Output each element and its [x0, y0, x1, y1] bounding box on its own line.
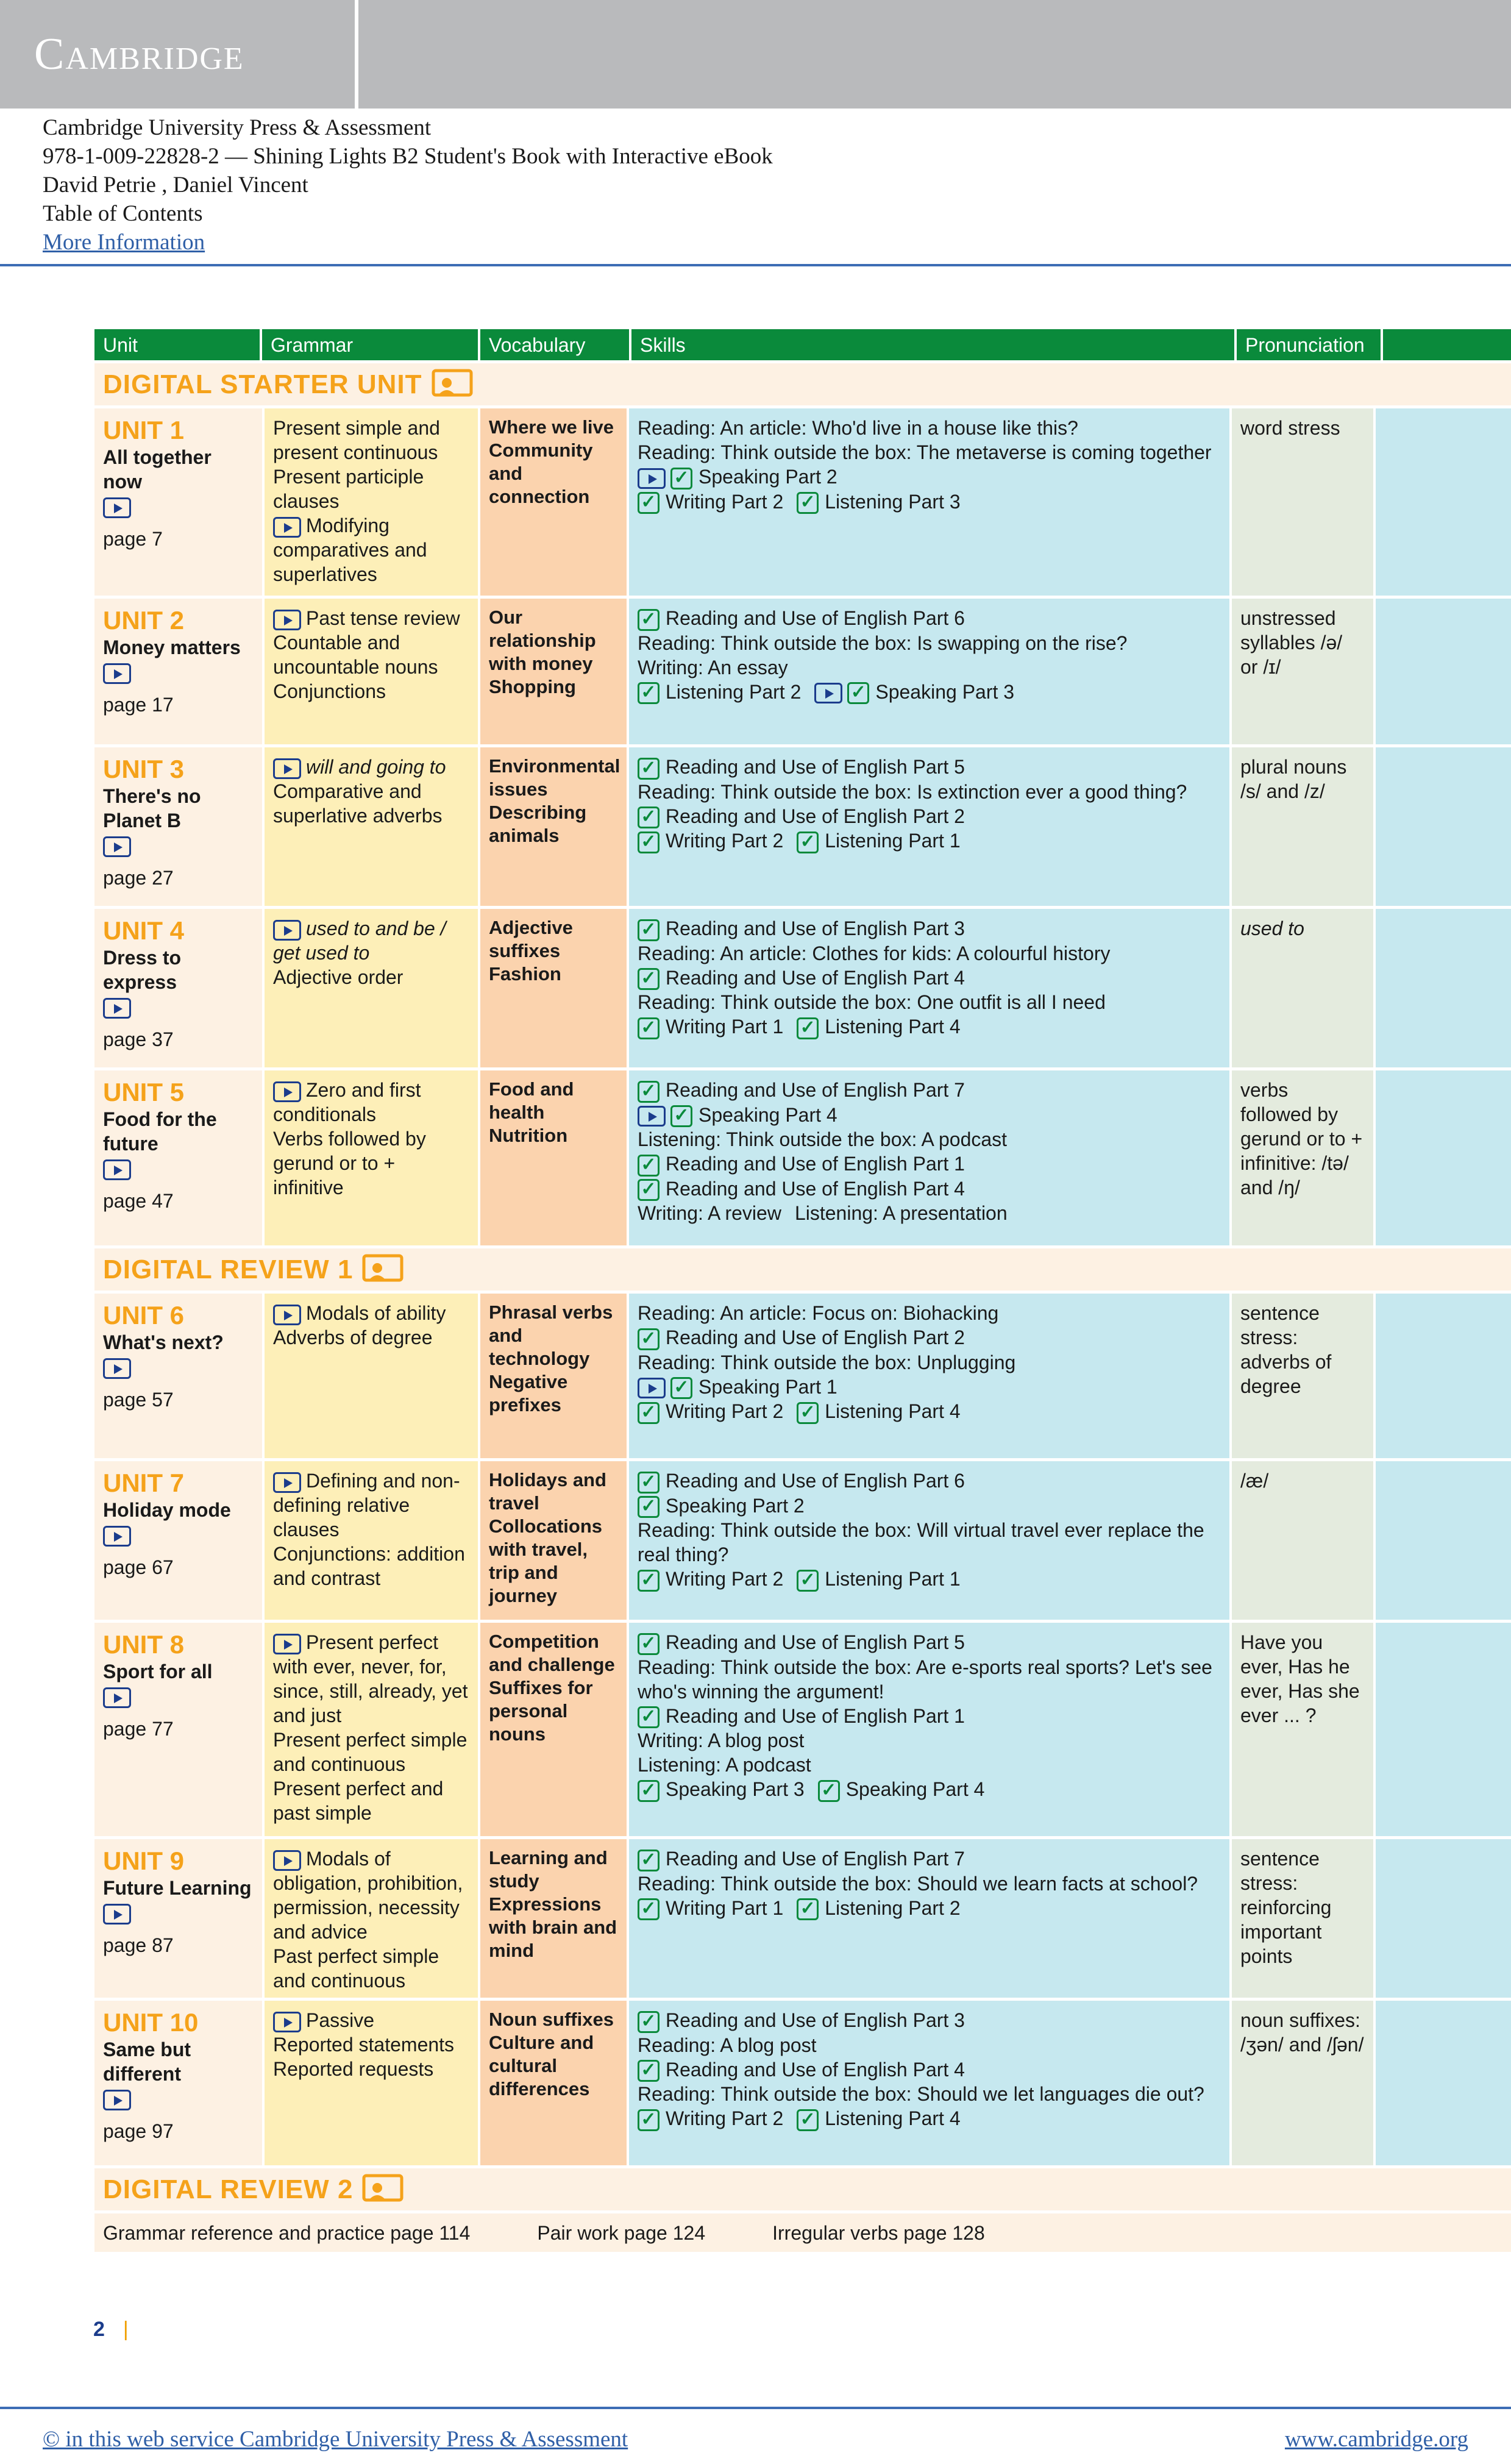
exam-check-icon: ✓ — [797, 1570, 819, 1592]
table-of-contents — [94, 329, 1511, 2255]
header-grammar: Grammar — [262, 328, 480, 362]
skill-item: ✓ Reading and Use of English Part 2 — [638, 804, 1221, 829]
skill-item: ✓ Writing Part 1 ✓ Listening Part 4 — [638, 1014, 1221, 1039]
vocab-item: Expressions with brain and mind — [489, 1893, 617, 1961]
exam-check-icon: ✓ — [638, 1017, 660, 1039]
exam-check-icon: ✓ — [847, 682, 869, 704]
skill-item: Reading: An article: Clothes for kids: A colourful history — [638, 942, 1111, 964]
exam-check-icon: ✓ — [638, 919, 660, 941]
unit-title: Sport for all — [103, 1661, 213, 1682]
unit-number: UNIT 5 — [103, 1078, 185, 1106]
video-play-icon[interactable] — [273, 1305, 301, 1325]
unit-title: Dress to express — [103, 947, 182, 993]
grammar-item: Conjunctions — [273, 680, 386, 702]
video-play-icon[interactable] — [103, 1526, 131, 1547]
unit-row — [94, 599, 1511, 747]
exam-check-icon: ✓ — [638, 1402, 660, 1424]
copyright-link[interactable]: © in this web service Cambridge University Press & Assessment — [43, 2427, 628, 2452]
video-play-icon[interactable] — [103, 1687, 131, 1708]
exam-check-icon: ✓ — [638, 1850, 660, 1871]
exam-check-icon: ✓ — [638, 758, 660, 780]
skill-item: ✓ Reading and Use of English Part 4 — [638, 1177, 1221, 1202]
unit-title: Money matters — [103, 636, 241, 658]
video-play-icon[interactable] — [273, 758, 301, 779]
exam-check-icon: ✓ — [797, 2109, 819, 2131]
skill-item: ✓ Reading and Use of English Part 7 — [638, 1078, 1221, 1103]
grammar-item: Comparative and superlative adverbs — [273, 780, 443, 827]
exam-check-icon: ✓ — [638, 1328, 660, 1350]
skill-item: ✓ Writing Part 1 ✓ Listening Part 2 — [638, 1896, 1221, 1921]
meta-section: Table of Contents — [43, 201, 203, 226]
vocab-item: Culture and cultural differences — [489, 2032, 594, 2099]
skill-item: Writing: A blog post — [638, 1729, 805, 1752]
exam-check-icon: ✓ — [797, 1402, 819, 1424]
vocab-item: Nutrition — [489, 1125, 568, 1146]
vocab-item: Noun suffixes — [489, 2009, 614, 2030]
exam-check-icon: ✓ — [638, 2060, 660, 2082]
cambridge-website-link[interactable]: www.cambridge.org — [1284, 2427, 1468, 2452]
skill-item: ✓ Speaking Part 2 — [638, 465, 1221, 490]
grammar-item: Countable and uncountable nouns — [273, 632, 438, 678]
unit-title: There's no Planet B — [103, 785, 201, 831]
header-pronunciation: Pronunciation — [1237, 328, 1383, 362]
vocab-item: Holidays and travel — [489, 1469, 606, 1514]
grammar-item: Present participle clauses — [273, 466, 424, 512]
skill-item: ✓ Writing Part 2 ✓ Listening Part 3 — [638, 490, 1221, 515]
skill-item: ✓ Speaking Part 1 — [638, 1375, 1221, 1400]
exam-check-icon: ✓ — [797, 1898, 819, 1920]
unit-title: All together now — [103, 446, 212, 493]
unit-page: page 77 — [103, 1718, 174, 1740]
unit-page: page 7 — [103, 528, 163, 550]
exam-check-icon: ✓ — [670, 1377, 692, 1399]
digital-screen-icon — [361, 1253, 404, 1286]
digital-review-1-banner[interactable]: DIGITAL REVIEW 1 — [94, 1248, 1511, 1294]
unit-row — [94, 1461, 1511, 1623]
exam-check-icon: ✓ — [797, 492, 819, 514]
grammar-item: Modals of ability — [273, 1301, 469, 1325]
skill-item: Reading: Think outside the box: Is swapping on the rise? — [638, 632, 1128, 654]
skill-item: Reading: A blog post — [638, 2034, 817, 2056]
exam-check-icon: ✓ — [638, 1898, 660, 1920]
unit-number: UNIT 1 — [103, 416, 185, 444]
video-play-icon[interactable] — [103, 836, 131, 857]
skill-item: Reading: Think outside the box: Should we let languages die out? — [638, 2083, 1204, 2106]
unit-number: UNIT 3 — [103, 755, 185, 783]
vocab-item: Suffixes for personal nouns — [489, 1677, 593, 1745]
exam-check-icon: ✓ — [638, 1496, 660, 1518]
meta-isbn-title: 978-1-009-22828-2 — Shining Lights B2 Student's Book with Interactive eBook — [43, 144, 773, 169]
vocab-item: Our relationship with money — [489, 607, 596, 674]
pronunciation-item: Have you ever, Has he ever, Has she ever ... ? — [1229, 1623, 1373, 1836]
vocab-item: Where we live — [489, 416, 614, 438]
vocab-item: Adjective suffixes — [489, 917, 573, 961]
skill-item: ✓ Reading and Use of English Part 3 — [638, 916, 1221, 941]
unit-row — [94, 408, 1511, 599]
exam-check-icon: ✓ — [638, 1780, 660, 1802]
skill-item: ✓ Reading and Use of English Part 7 — [638, 1846, 1221, 1871]
unit-page: page 27 — [103, 867, 174, 889]
unit-number: UNIT 2 — [103, 606, 185, 635]
unit-page: page 87 — [103, 1934, 174, 1956]
unit-title: Same but different — [103, 2038, 191, 2085]
grammar-item: used to and be / get used to — [273, 917, 446, 964]
video-play-icon[interactable] — [103, 1358, 131, 1379]
video-play-icon[interactable] — [273, 920, 301, 941]
grammar-reference-link[interactable]: Grammar reference and practice page 114 — [103, 2221, 471, 2244]
skill-item: Listening: A podcast — [638, 1754, 811, 1776]
vocab-item: Describing animals — [489, 802, 587, 846]
unit-number: UNIT 9 — [103, 1846, 185, 1875]
unit-row — [94, 1623, 1511, 1839]
pronunciation-item: word stress — [1229, 408, 1373, 596]
toc-header-row — [94, 329, 1511, 363]
grammar-item: Conjunctions: addition and contrast — [273, 1543, 465, 1589]
skill-item: ✓ Listening Part 2 ✓ Speaking Part 3 — [638, 680, 1221, 705]
vocab-item: Community and connection — [489, 440, 593, 507]
unit-page: page 37 — [103, 1028, 174, 1050]
video-play-icon[interactable] — [103, 497, 131, 518]
unit-title: Holiday mode — [103, 1499, 231, 1521]
skill-item: ✓ Speaking Part 4 — [638, 1103, 1221, 1128]
pronunciation-item: sentence stress: reinforcing important points — [1229, 1839, 1373, 1998]
exam-check-icon: ✓ — [818, 1780, 840, 1802]
digital-screen-icon — [361, 2173, 404, 2206]
exam-check-icon: ✓ — [638, 1081, 660, 1103]
video-play-icon[interactable] — [638, 468, 666, 489]
grammar-item: Present perfect with ever, never, for, since, still, already, yet and just — [273, 1631, 468, 1726]
video-play-icon[interactable] — [273, 1634, 301, 1654]
skill-item: Reading: Think outside the box: One outfit is all I need — [638, 991, 1106, 1014]
digital-screen-icon — [431, 368, 474, 401]
skill-item: Reading: An article: Who'd live in a house like this? — [638, 417, 1078, 439]
exam-check-icon: ✓ — [638, 1155, 660, 1177]
exam-check-icon: ✓ — [638, 1706, 660, 1728]
vocab-item: Competition and challenge — [489, 1631, 615, 1675]
unit-page: page 47 — [103, 1190, 174, 1212]
exam-check-icon: ✓ — [670, 1105, 692, 1127]
grammar-item: Modifying comparatives and superlatives — [273, 515, 427, 585]
skill-item: ✓ Writing Part 2 ✓ Listening Part 4 — [638, 1399, 1221, 1424]
header-skills: Skills — [631, 328, 1237, 362]
pronunciation-item: unstressed syllables /ə/ or /ɪ/ — [1229, 599, 1373, 744]
video-play-icon[interactable] — [638, 1378, 666, 1398]
skill-item: ✓ Writing Part 2 ✓ Listening Part 1 — [638, 1567, 1221, 1592]
pronunciation-item: plural nouns /s/ and /z/ — [1229, 747, 1373, 906]
video-play-icon[interactable] — [103, 1904, 131, 1925]
unit-page: page 97 — [103, 2120, 174, 2142]
digital-starter-banner[interactable]: DIGITAL STARTER UNIT — [94, 363, 1511, 408]
exam-check-icon: ✓ — [638, 609, 660, 631]
exam-check-icon: ✓ — [638, 1633, 660, 1655]
skill-item: Reading: Think outside the box: Is extinction ever a good thing? — [638, 780, 1187, 803]
video-play-icon[interactable] — [273, 2012, 301, 2032]
skill-item: ✓ Writing Part 2 ✓ Listening Part 4 — [638, 2106, 1221, 2131]
meta-publisher: Cambridge University Press & Assessment — [43, 115, 432, 140]
unit-page: page 57 — [103, 1389, 174, 1411]
more-information-link[interactable]: More Information — [43, 230, 205, 255]
video-play-icon[interactable] — [103, 1159, 131, 1180]
skill-item: ✓ Reading and Use of English Part 5 — [638, 755, 1221, 780]
video-play-icon[interactable] — [814, 683, 842, 703]
unit-row — [94, 1070, 1511, 1248]
divider-top — [0, 264, 1511, 266]
unit-number: UNIT 7 — [103, 1469, 185, 1497]
exam-check-icon: ✓ — [638, 806, 660, 828]
grammar-item: Present perfect and past simple — [273, 1778, 444, 1824]
exam-check-icon: ✓ — [797, 831, 819, 853]
skill-item: ✓ Speaking Part 3 ✓ Speaking Part 4 — [638, 1777, 1221, 1802]
unit-title: Food for the future — [103, 1108, 217, 1155]
pronunciation-item: used to — [1229, 909, 1373, 1067]
unit-number: UNIT 4 — [103, 916, 185, 945]
pronunciation-item: verbs followed by gerund or to + infinitive: /tə/ and /ŋ/ — [1229, 1070, 1373, 1245]
grammar-item: Passive — [273, 2008, 469, 2032]
skill-item: ✓ Reading and Use of English Part 1 — [638, 1704, 1221, 1729]
vocab-item: Fashion — [489, 963, 561, 985]
top-banner — [0, 0, 1511, 109]
skill-item: Reading: Think outside the box: The metaverse is coming together — [638, 441, 1212, 463]
unit-row — [94, 909, 1511, 1070]
skill-item: ✓ Reading and Use of English Part 6 — [638, 606, 1221, 631]
grammar-item: Zero and first conditionals — [273, 1079, 421, 1125]
exam-check-icon: ✓ — [797, 1017, 819, 1039]
grammar-item: Reported requests — [273, 2058, 434, 2080]
exam-check-icon: ✓ — [638, 831, 660, 853]
skill-item: Reading: Think outside the box: Unplugging — [638, 1351, 1016, 1373]
grammar-item: Verbs followed by gerund or to + infinitive — [273, 1128, 426, 1198]
page-number: 2 | — [93, 2318, 129, 2341]
unit-number: UNIT 10 — [103, 2008, 199, 2037]
exam-check-icon: ✓ — [638, 2109, 660, 2131]
vocab-item: Collocations with travel, trip and journey — [489, 1515, 603, 1606]
skill-item: Reading: Think outside the box: Should we learn facts at school? — [638, 1872, 1198, 1895]
header-unit: Unit — [94, 328, 262, 362]
video-play-icon[interactable] — [273, 610, 301, 630]
video-play-icon[interactable] — [103, 663, 131, 684]
unit-page: page 67 — [103, 1556, 174, 1578]
vocab-item: Environmental issues — [489, 755, 620, 800]
header-vocabulary: Vocabulary — [480, 328, 631, 362]
vocab-item: Food and health — [489, 1078, 574, 1123]
unit-title: Future Learning — [103, 1877, 252, 1899]
pronunciation-item: noun suffixes: /ʒən/ and /ʃən/ — [1229, 2001, 1373, 2165]
grammar-item: Present perfect simple and continuous — [273, 1729, 468, 1775]
video-play-icon[interactable] — [273, 517, 301, 538]
unit-row — [94, 747, 1511, 909]
video-play-icon[interactable] — [103, 998, 131, 1019]
skill-item: ✓ Reading and Use of English Part 4 — [638, 2057, 1221, 2082]
unit-row — [94, 2001, 1511, 2168]
unit-row — [94, 1294, 1511, 1461]
grammar-item: Defining and non-defining relative clauses — [273, 1470, 460, 1540]
unit-row — [94, 1839, 1511, 2001]
grammar-item: Adjective order — [273, 966, 404, 988]
skill-item: Reading: An article: Focus on: Biohacking — [638, 1302, 999, 1324]
exam-check-icon: ✓ — [638, 1472, 660, 1494]
grammar-item: Adverbs of degree — [273, 1326, 433, 1348]
grammar-item: Modals of obligation, prohibition, permission, necessity and advice — [273, 1848, 463, 1943]
video-play-icon[interactable] — [638, 1106, 666, 1127]
video-play-icon[interactable] — [273, 1850, 301, 1871]
skill-item: ✓ Reading and Use of English Part 2 — [638, 1325, 1221, 1350]
skill-item: Reading: Think outside the box: Will virtual travel ever replace the real thing? — [638, 1519, 1204, 1566]
unit-number: UNIT 8 — [103, 1630, 185, 1659]
book-metadata — [43, 113, 773, 257]
exam-check-icon: ✓ — [638, 682, 660, 704]
skill-item: ✓ Reading and Use of English Part 4 — [638, 966, 1221, 991]
skill-item: ✓ Writing Part 2 ✓ Listening Part 1 — [638, 828, 1221, 853]
vocab-item: Negative prefixes — [489, 1371, 568, 1415]
grammar-item: Reported statements — [273, 2034, 455, 2056]
video-play-icon[interactable] — [273, 1081, 301, 1102]
exam-check-icon: ✓ — [638, 2011, 660, 2033]
meta-authors: David Petrie , Daniel Vincent — [43, 173, 308, 198]
vocab-item: Shopping — [489, 676, 576, 697]
skill-item: ✓ Reading and Use of English Part 1 — [638, 1152, 1221, 1177]
video-play-icon[interactable] — [103, 2090, 131, 2110]
video-play-icon[interactable] — [273, 1472, 301, 1493]
grammar-item: Past tense review — [273, 606, 469, 630]
unit-title: What's next? — [103, 1331, 224, 1353]
skill-item: Listening: Think outside the box: A podcast — [638, 1128, 1008, 1151]
grammar-item: Past perfect simple and continuous — [273, 1945, 439, 1992]
reference-row — [94, 2213, 1511, 2255]
exam-check-icon: ✓ — [638, 1179, 660, 1201]
pronunciation-item: /æ/ — [1229, 1461, 1373, 1620]
vocab-item: Learning and study — [489, 1847, 608, 1892]
irregular-verbs-link[interactable]: Irregular verbs page 128 — [772, 2221, 985, 2244]
skill-item: ✓ Reading and Use of English Part 6 — [638, 1469, 1221, 1494]
exam-check-icon: ✓ — [638, 492, 660, 514]
unit-number: UNIT 6 — [103, 1301, 185, 1330]
cambridge-logo: Cambridge — [0, 0, 358, 109]
grammar-item: Present simple and present continuous — [273, 417, 440, 463]
skill-item: Reading: Think outside the box: Are e-sports real sports? Let's see who's winning the argument! — [638, 1656, 1212, 1703]
skill-item: ✓ Reading and Use of English Part 5 — [638, 1630, 1221, 1655]
pronunciation-item: sentence stress: adverbs of degree — [1229, 1294, 1373, 1458]
pair-work-link[interactable]: Pair work page 124 — [537, 2221, 706, 2244]
exam-check-icon: ✓ — [638, 968, 660, 990]
exam-check-icon: ✓ — [670, 468, 692, 490]
skill-item: Writing: An essay — [638, 656, 788, 678]
grammar-item: will and going to — [273, 755, 469, 779]
skill-item: Writing: A review Listening: A presentation — [638, 1202, 1008, 1225]
unit-page: page 17 — [103, 694, 174, 716]
digital-review-2-banner[interactable]: DIGITAL REVIEW 2 — [94, 2168, 1511, 2213]
divider-bottom — [0, 2407, 1511, 2409]
exam-check-icon: ✓ — [638, 1570, 660, 1592]
skill-item: ✓ Reading and Use of English Part 3 — [638, 2008, 1221, 2033]
skill-item: ✓ Speaking Part 2 — [638, 1494, 1221, 1519]
vocab-item: Phrasal verbs and technology — [489, 1301, 613, 1369]
